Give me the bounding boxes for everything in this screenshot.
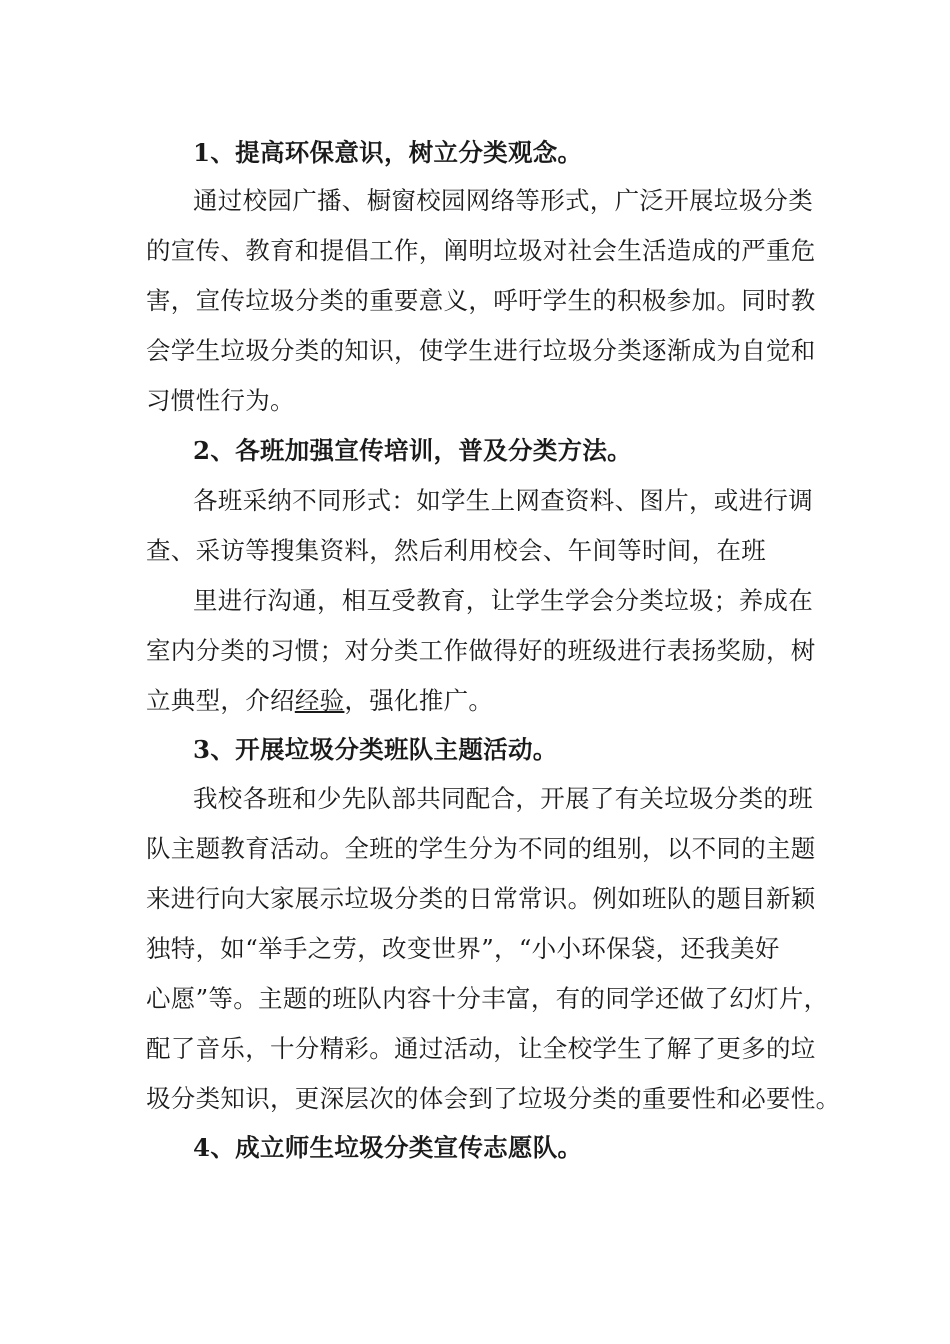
paragraph-line: 心愿”等。主题的班队内容十分丰富，有的同学还做了幻灯片， (146, 984, 829, 1013)
section-2-heading: 2、各班加强宣传培训，普及分类方法。 (193, 436, 632, 465)
paragraph-line: 来进行向大家展示垃圾分类的日常常识。例如班队的题目新颖 (146, 884, 816, 913)
paragraph-line: 里进行沟通，相互受教育，让学生学会分类垃圾；养成在 (193, 586, 813, 615)
paragraph-line: 害，宣传垃圾分类的重要意义，呼吁学生的积极参加。同时教 (146, 286, 816, 315)
paragraph-line: 室内分类的习惯；对分类工作做得好的班级进行表扬奖励，树 (146, 636, 816, 665)
section-4-heading: 4、成立师生垃圾分类宣传志愿队。 (193, 1133, 583, 1162)
section-3-heading: 3、开展垃圾分类班队主题活动。 (193, 735, 558, 764)
paragraph-line: 独特，如“举手之劳，改变世界”，“小小环保袋，还我美好 (146, 934, 780, 963)
text-span: ，强化推广。 (344, 686, 494, 715)
paragraph-line: 我校各班和少先队部共同配合，开展了有关垃圾分类的班 (193, 784, 813, 813)
paragraph-line: 会学生垃圾分类的知识，使学生进行垃圾分类逐渐成为自觉和 (146, 336, 816, 365)
paragraph-line: 圾分类知识，更深层次的体会到了垃圾分类的重要性和必要性。 (146, 1084, 841, 1113)
paragraph-line: 队主题教育活动。全班的学生分为不同的组别，以不同的主题 (146, 834, 816, 863)
paragraph-line: 各班采纳不同形式：如学生上网查资料、图片，或进行调 (193, 486, 813, 515)
paragraph-line (146, 686, 493, 716)
paragraph-line: 查、采访等搜集资料，然后利用校会、午间等时间，在班 (146, 536, 766, 565)
paragraph-line: 通过校园广播、橱窗校园网络等形式，广泛开展垃圾分类 (193, 186, 813, 215)
section-1-heading: 1、提高环保意识，树立分类观念。 (193, 138, 583, 167)
text-span: 立典型，介绍 (146, 686, 295, 715)
paragraph-line: 的宣传、教育和提倡工作，阐明垃圾对社会生活造成的严重危 (146, 236, 816, 265)
experience-link[interactable]: 经验 (294, 686, 345, 715)
paragraph-line: 配了音乐，十分精彩。通过活动，让全校学生了解了更多的垃 (146, 1034, 816, 1063)
paragraph-line: 习惯性行为。 (146, 386, 295, 415)
